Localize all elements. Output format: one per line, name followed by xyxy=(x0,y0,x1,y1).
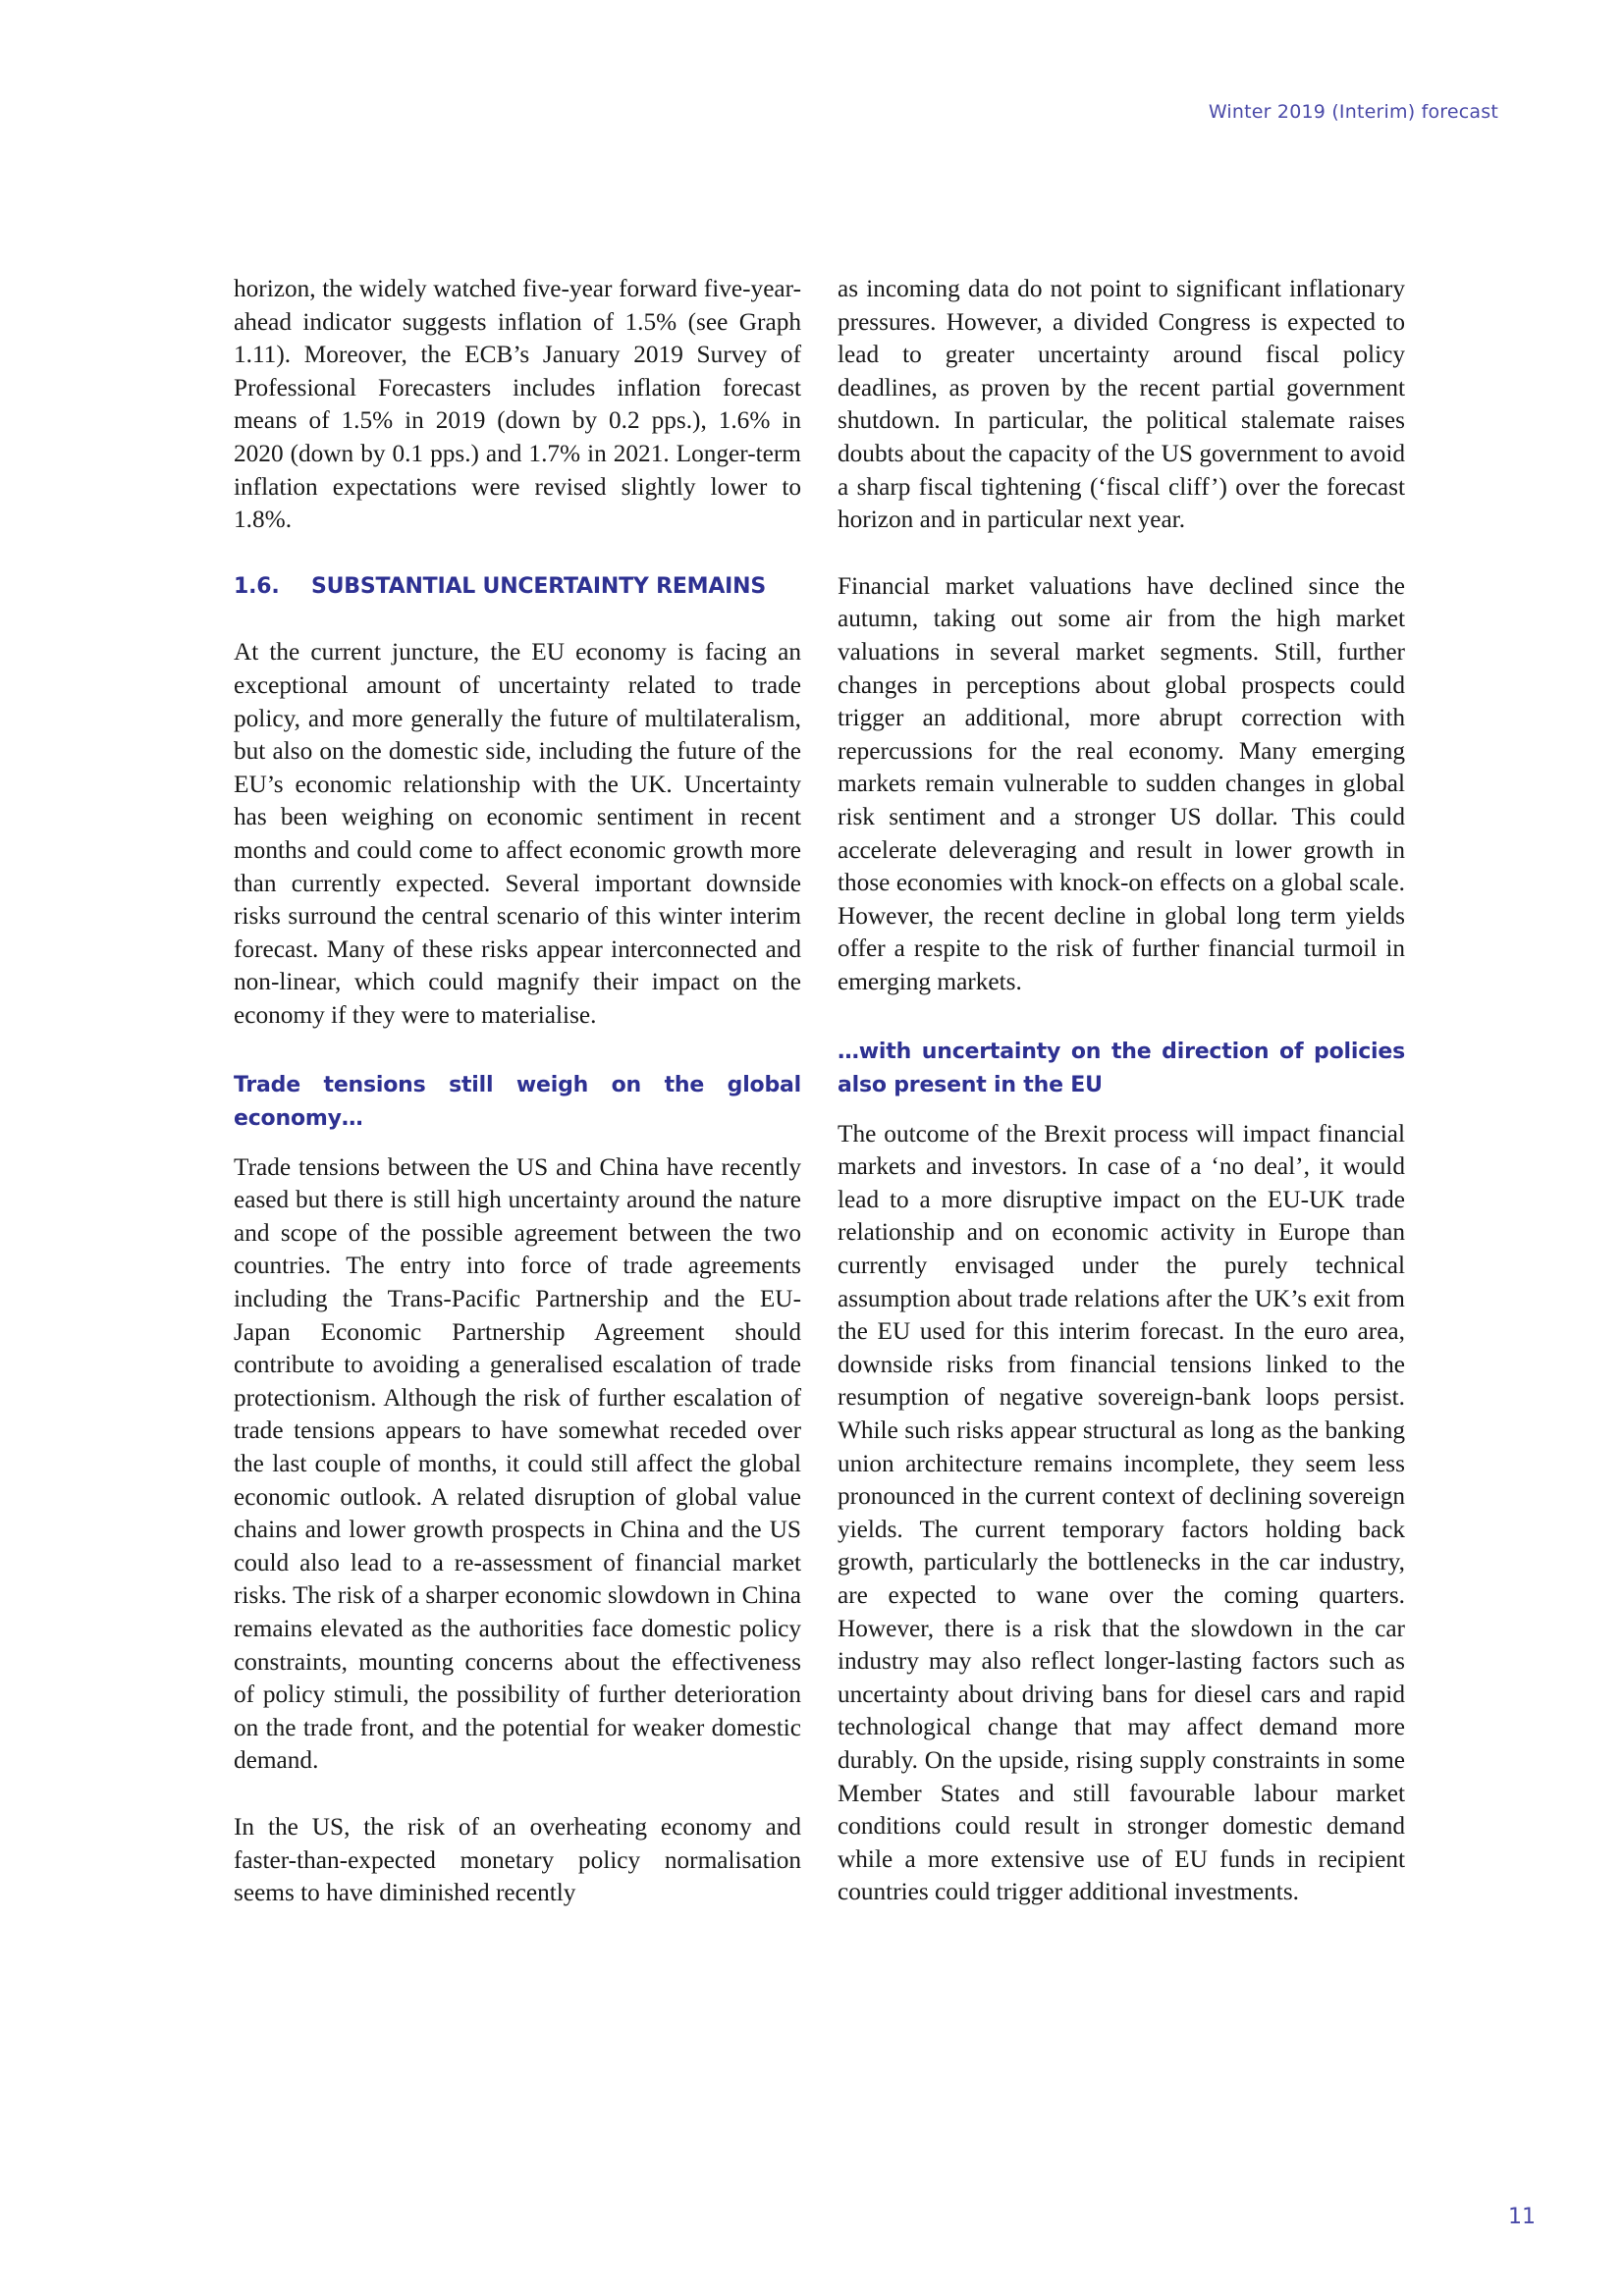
section-heading xyxy=(234,570,801,604)
paragraph-us-risks: In the US, the risk of an overheating economy and faster-than-expected monetary policy normalisation seems to have diminished recently xyxy=(234,1812,801,1907)
paragraph-us-fiscal: as incoming data do not point to significant inflationary pressures. However, a divided Congress is expected to lead to greater uncertainty around fiscal policy deadlines, as proven by the recent partial government shutdown. In particular, the political stalemate raises doubts about the capacity of the US government to avoid a sharp fiscal tightening (‘fiscal cliff’) over the forecast horizon and in particular next year. xyxy=(838,275,1405,534)
subheading-eu-policies: …with uncertainty on the direction of policies also present in the EU xyxy=(838,1040,1405,1098)
right-column xyxy=(838,273,1405,1909)
running-header: Winter 2019 (Interim) forecast xyxy=(1208,101,1498,123)
page-number: 11 xyxy=(1508,2205,1536,2229)
section-number: 1.6. xyxy=(234,573,280,599)
paragraph-brexit-risks: The outcome of the Brexit process will impact financial markets and investors. In case of a ‘no deal’, it would lead to a more disruptive impact on the EU-UK trade relationship and on economic activity in Europe than currently envisaged under the purely technical assumption about trade relations after the UK’s exit from the EU used for this interim forecast. In the euro area, downside risks from financial tensions linked to the resumption of negative sovereign-bank loops persist. While such risks appear structural as long as the banking union architecture remains incomplete, they seem less pronounced in the current context of declining sovereign yields. The current temporary factors holding back growth, particularly the bottlenecks in the car industry, are expected to wane over the coming quarters. However, there is a risk that the slowdown in the car industry may also reflect longer-lasting factors such as uncertainty about driving bans for diesel cars and rapid technological change that may affect demand more durably. On the upside, rising supply constraints in some Member States and still favourable labour market conditions could result in stronger domestic demand while a more extensive use of EU funds in recipient countries could trigger additional investments. xyxy=(838,1119,1405,1906)
left-column xyxy=(234,273,801,1910)
paragraph-financial-markets: Financial market valuations have declined since the autumn, taking out some air from the high market valuations in several market segments. Still, further changes in perceptions about global prospects could trigger an additional, more abrupt correction with repercussions for the real economy. Many emerging markets remain vulnerable to sudden changes in global risk sentiment and a stronger US dollar. This could accelerate deleveraging and result in lower growth in those economies with knock-on effects on a global scale. However, the recent decline in global long term yields offer a respite to the risk of further financial turmoil in emerging markets. xyxy=(838,571,1405,995)
subheading-trade-tensions: Trade tensions still weigh on the global economy… xyxy=(234,1073,801,1132)
paragraph-trade-tensions: Trade tensions between the US and China have recently eased but there is still high uncertainty around the nature and scope of the possible agreement between the two countries. The entry into force of trade agreements including the Trans-Pacific Partnership and the EU-Japan Economic Partnership Agreement should contribute to avoiding a generalised escalation of trade protectionism. Although the risk of further escalation of trade tensions appears to have somewhat receded over the last couple of months, it could still affect the global economic outlook. A related disruption of global value chains and lower growth prospects in China and the US could also lead to a re-assessment of financial market risks. The risk of a sharper economic slowdown in China remains elevated as the authorities face domestic policy constraints, mounting concerns about the effectiveness of policy stimuli, the possibility of further deterioration on the trade front, and the potential for weaker domestic demand. xyxy=(234,1152,801,1775)
section-title: SUBSTANTIAL UNCERTAINTY REMAINS xyxy=(311,573,767,599)
paragraph-inflation-expectations: horizon, the widely watched five-year forward five-year-ahead indicator suggests inflation of 1.5% (see Graph 1.11). Moreover, the ECB’s January 2019 Survey of Professional Forecasters includes inflation forecast means of 1.5% in 2019 (down by 0.2 pps.), 1.6% in 2020 (down by 0.1 pps.) and 1.7% in 2021. Longer-term inflation expectations were revised slightly lower to 1.8%. xyxy=(234,275,801,534)
paragraph-uncertainty: At the current juncture, the EU economy is facing an exceptional amount of uncertainty related to trade policy, and more generally the future of multilateralism, but also on the domestic side, including the future of the EU’s economic relationship with the UK. Uncertainty has been weighing on economic sentiment in recent months and could come to affect economic growth more than currently expected. Several important downside risks surround the central scenario of this winter interim forecast. Many of these risks appear interconnected and non-linear, which could magnify their impact on the economy if they were to materialise. xyxy=(234,638,801,1029)
